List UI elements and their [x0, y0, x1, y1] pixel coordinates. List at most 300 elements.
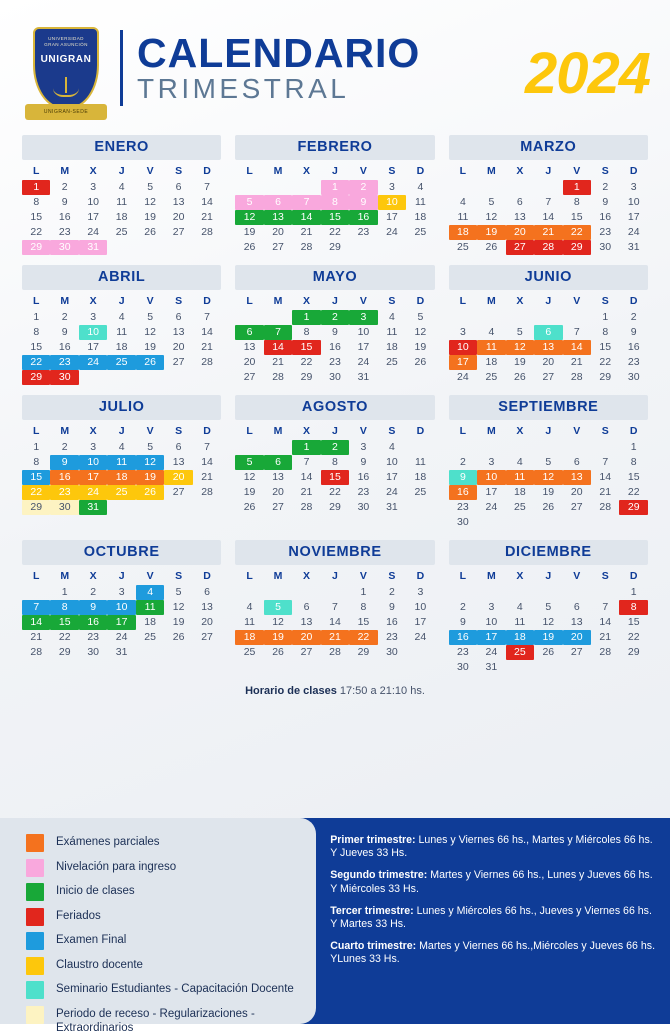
day-number: 18 [513, 486, 526, 498]
month-title: JULIO [22, 395, 221, 420]
day-number [477, 180, 505, 195]
day-number: 29 [58, 646, 71, 658]
day-number: 19 [534, 630, 562, 645]
day-cell [619, 615, 648, 630]
weekday-header: V [146, 295, 154, 307]
weekday-header: X [89, 295, 97, 307]
weekday-header: L [246, 570, 253, 582]
week-row [235, 600, 434, 615]
day-number: 27 [172, 356, 185, 368]
day-cell [193, 240, 222, 255]
day-cell [563, 325, 591, 340]
day-cell [164, 470, 192, 485]
day-number [534, 515, 562, 530]
day-number [164, 240, 192, 255]
day-cell [506, 515, 534, 530]
day-cell [321, 370, 349, 385]
day-cell [50, 455, 78, 470]
day-cell [292, 485, 320, 500]
day-cell [506, 340, 534, 355]
day-cell [292, 585, 320, 600]
weekday-header: X [516, 165, 524, 177]
weekday-header: D [629, 425, 638, 437]
week-row [235, 470, 434, 485]
day-number: 2 [459, 456, 466, 468]
day-cell [22, 630, 50, 645]
day-cell [449, 355, 477, 370]
day-cell [378, 500, 406, 515]
day-number: 12 [542, 616, 555, 628]
day-number: 16 [50, 470, 78, 485]
day-cell [591, 585, 619, 600]
day-number: 9 [61, 196, 68, 208]
weekday-header: M [486, 425, 496, 437]
day-cell [449, 485, 477, 500]
day-number [136, 500, 164, 515]
day-cell [591, 180, 619, 195]
week-row [235, 440, 434, 455]
day-cell [378, 240, 406, 255]
day-cell [22, 585, 50, 600]
day-number: 26 [136, 355, 164, 370]
day-cell [534, 630, 562, 645]
day-number [264, 180, 292, 195]
day-cell [591, 630, 619, 645]
day-number: 16 [449, 630, 477, 645]
day-cell [349, 225, 377, 240]
day-cell [264, 470, 292, 485]
day-number: 21 [570, 356, 583, 368]
day-number: 14 [22, 615, 50, 630]
weekday-header: J [545, 295, 552, 307]
day-cell [136, 500, 164, 515]
day-number: 29 [357, 646, 370, 658]
day-number: 19 [243, 486, 256, 498]
day-number [292, 585, 320, 600]
weekday-header: V [146, 425, 154, 437]
day-cell [107, 225, 135, 240]
day-cell [136, 325, 164, 340]
legend-color-swatch [26, 883, 44, 901]
day-cell [136, 355, 164, 370]
day-cell [506, 240, 534, 255]
day-number: 23 [386, 631, 398, 643]
month-title: MARZO [449, 135, 648, 160]
day-number: 15 [30, 211, 43, 223]
day-number: 3 [630, 181, 637, 193]
day-cell [321, 440, 349, 455]
day-cell [321, 645, 349, 660]
day-number: 17 [449, 355, 477, 370]
day-cell [107, 470, 135, 485]
day-number: 27 [172, 486, 185, 498]
day-number: 18 [506, 630, 534, 645]
day-cell [164, 310, 192, 325]
day-cell [235, 355, 263, 370]
day-cell [563, 195, 591, 210]
day-cell [235, 630, 263, 645]
day-number [506, 180, 534, 195]
day-cell [164, 340, 192, 355]
day-number: 13 [172, 196, 185, 208]
weekday-header: M [486, 570, 496, 582]
day-number [164, 645, 192, 660]
day-number: 12 [485, 211, 498, 223]
month-abril [22, 265, 221, 385]
day-number: 22 [329, 486, 341, 498]
day-cell [50, 630, 78, 645]
month-days-table [22, 293, 221, 385]
week-row [449, 455, 648, 470]
day-number: 20 [570, 486, 583, 498]
day-cell [563, 485, 591, 500]
day-cell [349, 585, 377, 600]
month-days-table [449, 423, 648, 530]
day-cell [534, 180, 562, 195]
day-number: 21 [30, 631, 43, 643]
day-cell [619, 645, 648, 660]
day-cell [235, 440, 263, 455]
day-cell [591, 210, 619, 225]
day-cell [50, 370, 78, 385]
day-cell [563, 455, 591, 470]
day-number: 2 [630, 311, 637, 323]
day-number: 10 [378, 195, 406, 210]
day-cell [22, 325, 50, 340]
day-cell [591, 515, 619, 530]
day-cell [107, 485, 135, 500]
day-cell [22, 210, 50, 225]
day-number: 13 [300, 616, 313, 628]
day-number: 23 [627, 356, 640, 368]
day-cell [292, 440, 320, 455]
day-number: 7 [204, 311, 210, 323]
day-number: 17 [477, 630, 505, 645]
day-number: 11 [414, 196, 426, 208]
week-row [235, 645, 434, 660]
day-cell [506, 630, 534, 645]
day-number: 1 [360, 586, 367, 598]
day-cell [235, 225, 263, 240]
day-cell [321, 355, 349, 370]
page-footer [0, 818, 670, 1034]
week-row [449, 325, 648, 340]
weekday-header: S [388, 570, 396, 582]
day-cell [619, 180, 648, 195]
day-cell [349, 630, 377, 645]
day-cell [79, 455, 107, 470]
day-cell [563, 470, 591, 485]
day-number: 19 [243, 226, 256, 238]
day-number [107, 500, 135, 515]
week-row [22, 180, 221, 195]
day-cell [235, 585, 263, 600]
week-row [22, 455, 221, 470]
day-number [193, 645, 222, 660]
day-number: 25 [513, 501, 526, 513]
weekday-header: L [246, 165, 253, 177]
day-cell [449, 660, 477, 675]
day-number [264, 310, 292, 325]
day-number: 22 [58, 631, 71, 643]
day-cell [449, 240, 477, 255]
week-row [449, 440, 648, 455]
day-number [193, 240, 222, 255]
day-number [107, 370, 135, 385]
weekday-header: M [486, 165, 496, 177]
legend-item [26, 859, 306, 877]
day-number: 1 [602, 311, 609, 323]
day-cell [378, 180, 406, 195]
day-cell [50, 355, 78, 370]
day-cell [164, 500, 192, 515]
day-number: 4 [118, 441, 125, 453]
day-number: 24 [485, 646, 498, 658]
day-number: 24 [386, 226, 398, 238]
day-number: 14 [201, 456, 213, 468]
day-number [235, 180, 263, 195]
day-cell [591, 240, 619, 255]
day-cell [50, 440, 78, 455]
day-cell [378, 340, 406, 355]
day-cell [349, 355, 377, 370]
weekday-header: D [416, 570, 425, 582]
day-number: 20 [563, 630, 591, 645]
day-cell [406, 585, 435, 600]
week-row [449, 515, 648, 530]
day-number: 26 [513, 371, 526, 383]
legend-label: Seminario Estudiantes - Capacitación Docente [56, 983, 294, 995]
day-cell [235, 615, 263, 630]
day-number: 2 [61, 181, 68, 193]
day-cell [449, 180, 477, 195]
day-cell [477, 645, 505, 660]
day-number: 1 [33, 311, 40, 323]
weekday-header: X [516, 425, 524, 437]
day-number: 8 [332, 456, 338, 468]
day-cell [449, 585, 477, 600]
day-cell [235, 340, 263, 355]
day-number: 12 [272, 616, 284, 628]
day-number: 30 [357, 501, 370, 513]
day-number: 27 [172, 226, 185, 238]
day-number: 10 [79, 455, 107, 470]
day-number: 6 [175, 311, 182, 323]
weekday-header: V [573, 295, 581, 307]
day-cell [378, 455, 406, 470]
day-number: 30 [329, 371, 341, 383]
day-number: 14 [201, 326, 213, 338]
day-cell [321, 225, 349, 240]
weekday-header: S [175, 425, 183, 437]
day-number: 8 [321, 195, 349, 210]
day-cell [591, 325, 619, 340]
day-number: 14 [264, 340, 292, 355]
day-cell [50, 485, 78, 500]
day-number: 21 [201, 471, 213, 483]
day-cell [321, 180, 349, 195]
day-cell [107, 370, 135, 385]
day-number: 21 [321, 630, 349, 645]
day-number: 6 [204, 586, 210, 598]
day-cell [107, 500, 135, 515]
day-cell [591, 195, 619, 210]
day-number [534, 585, 562, 600]
day-cell [264, 485, 292, 500]
day-number: 10 [87, 196, 100, 208]
day-cell [264, 455, 292, 470]
day-number: 22 [627, 486, 640, 498]
weekday-header: S [388, 425, 396, 437]
day-number: 23 [87, 631, 100, 643]
day-number: 21 [599, 486, 612, 498]
day-cell [406, 310, 435, 325]
week-row [449, 225, 648, 240]
weekday-header: L [459, 570, 467, 582]
day-cell [406, 225, 435, 240]
day-number [164, 370, 192, 385]
month-marzo [449, 135, 648, 255]
weekday-header: V [146, 165, 154, 177]
day-number: 8 [33, 196, 40, 208]
day-cell [591, 645, 619, 660]
day-number: 13 [172, 326, 185, 338]
day-cell [235, 485, 263, 500]
day-number: 31 [79, 500, 107, 515]
day-number: 16 [386, 616, 398, 628]
day-number: 17 [386, 211, 398, 223]
day-number: 3 [90, 181, 97, 193]
month-mayo [235, 265, 434, 385]
day-cell [79, 500, 107, 515]
day-number [477, 310, 505, 325]
day-cell [534, 355, 562, 370]
day-cell [534, 340, 562, 355]
week-row [449, 355, 648, 370]
day-cell [164, 210, 192, 225]
day-number: 24 [386, 486, 398, 498]
month-julio [22, 395, 221, 530]
legend-item [26, 908, 306, 926]
day-number [22, 585, 50, 600]
day-number [534, 180, 562, 195]
day-cell [378, 440, 406, 455]
week-row [449, 485, 648, 500]
day-number: 20 [201, 616, 213, 628]
day-cell [193, 470, 222, 485]
week-row [22, 370, 221, 385]
day-number: 3 [349, 310, 377, 325]
day-cell [235, 645, 263, 660]
day-number [378, 240, 406, 255]
day-number: 12 [144, 326, 156, 338]
weekday-header: J [118, 295, 125, 307]
term-description [330, 940, 656, 966]
day-number: 10 [477, 470, 505, 485]
day-cell [321, 310, 349, 325]
day-number: 9 [459, 616, 466, 628]
day-number [406, 370, 435, 385]
day-number [534, 310, 562, 325]
weekday-header: S [388, 295, 396, 307]
day-number: 9 [388, 601, 395, 613]
day-number [193, 370, 222, 385]
day-cell [50, 210, 78, 225]
day-number: 29 [300, 371, 313, 383]
day-cell [107, 455, 135, 470]
day-cell [79, 225, 107, 240]
day-number: 15 [292, 340, 320, 355]
day-cell [292, 340, 320, 355]
day-number: 28 [599, 646, 612, 658]
day-cell [292, 325, 320, 340]
day-number: 23 [50, 355, 78, 370]
day-number [506, 515, 534, 530]
day-cell [164, 600, 192, 615]
day-number: 6 [175, 181, 182, 193]
day-cell [563, 440, 591, 455]
day-cell [193, 455, 222, 470]
month-title: ENERO [22, 135, 221, 160]
weekday-header: V [146, 570, 154, 582]
day-number: 16 [449, 485, 477, 500]
day-cell [264, 240, 292, 255]
day-cell [136, 440, 164, 455]
day-number: 29 [22, 370, 50, 385]
day-cell [264, 180, 292, 195]
day-cell [292, 630, 320, 645]
day-number: 29 [599, 371, 612, 383]
day-cell [477, 195, 505, 210]
day-cell [506, 600, 534, 615]
weekday-header: D [203, 570, 211, 582]
title-calendario: CALENDARIO [137, 29, 421, 76]
day-number: 17 [414, 616, 427, 628]
day-cell [136, 370, 164, 385]
day-cell [235, 455, 263, 470]
week-row [235, 240, 434, 255]
day-number: 10 [107, 600, 135, 615]
month-days-table [22, 423, 221, 515]
quarter-row [22, 135, 648, 255]
day-number: 22 [329, 226, 341, 238]
day-number: 9 [360, 456, 367, 468]
class-schedule-note [0, 685, 670, 697]
day-cell [136, 240, 164, 255]
day-cell [619, 660, 648, 675]
day-number [506, 440, 534, 455]
day-cell [506, 210, 534, 225]
day-number [591, 515, 619, 530]
term-detail: Martes y Viernes 66 hs.,Miércoles y Jueves 66 hs. YLunes 33 Hs. [330, 940, 656, 966]
week-row [22, 500, 221, 515]
week-row [235, 615, 434, 630]
day-cell [534, 600, 562, 615]
weekday-header: J [332, 570, 338, 582]
day-number: 7 [602, 456, 609, 468]
weekday-header: D [416, 165, 425, 177]
day-cell [477, 470, 505, 485]
day-cell [22, 485, 50, 500]
day-number: 11 [244, 616, 256, 628]
day-number [619, 515, 648, 530]
day-number [136, 370, 164, 385]
day-number: 12 [235, 210, 263, 225]
torch-icon [53, 75, 79, 97]
day-cell [136, 180, 164, 195]
day-number: 2 [459, 601, 466, 613]
day-cell [378, 195, 406, 210]
